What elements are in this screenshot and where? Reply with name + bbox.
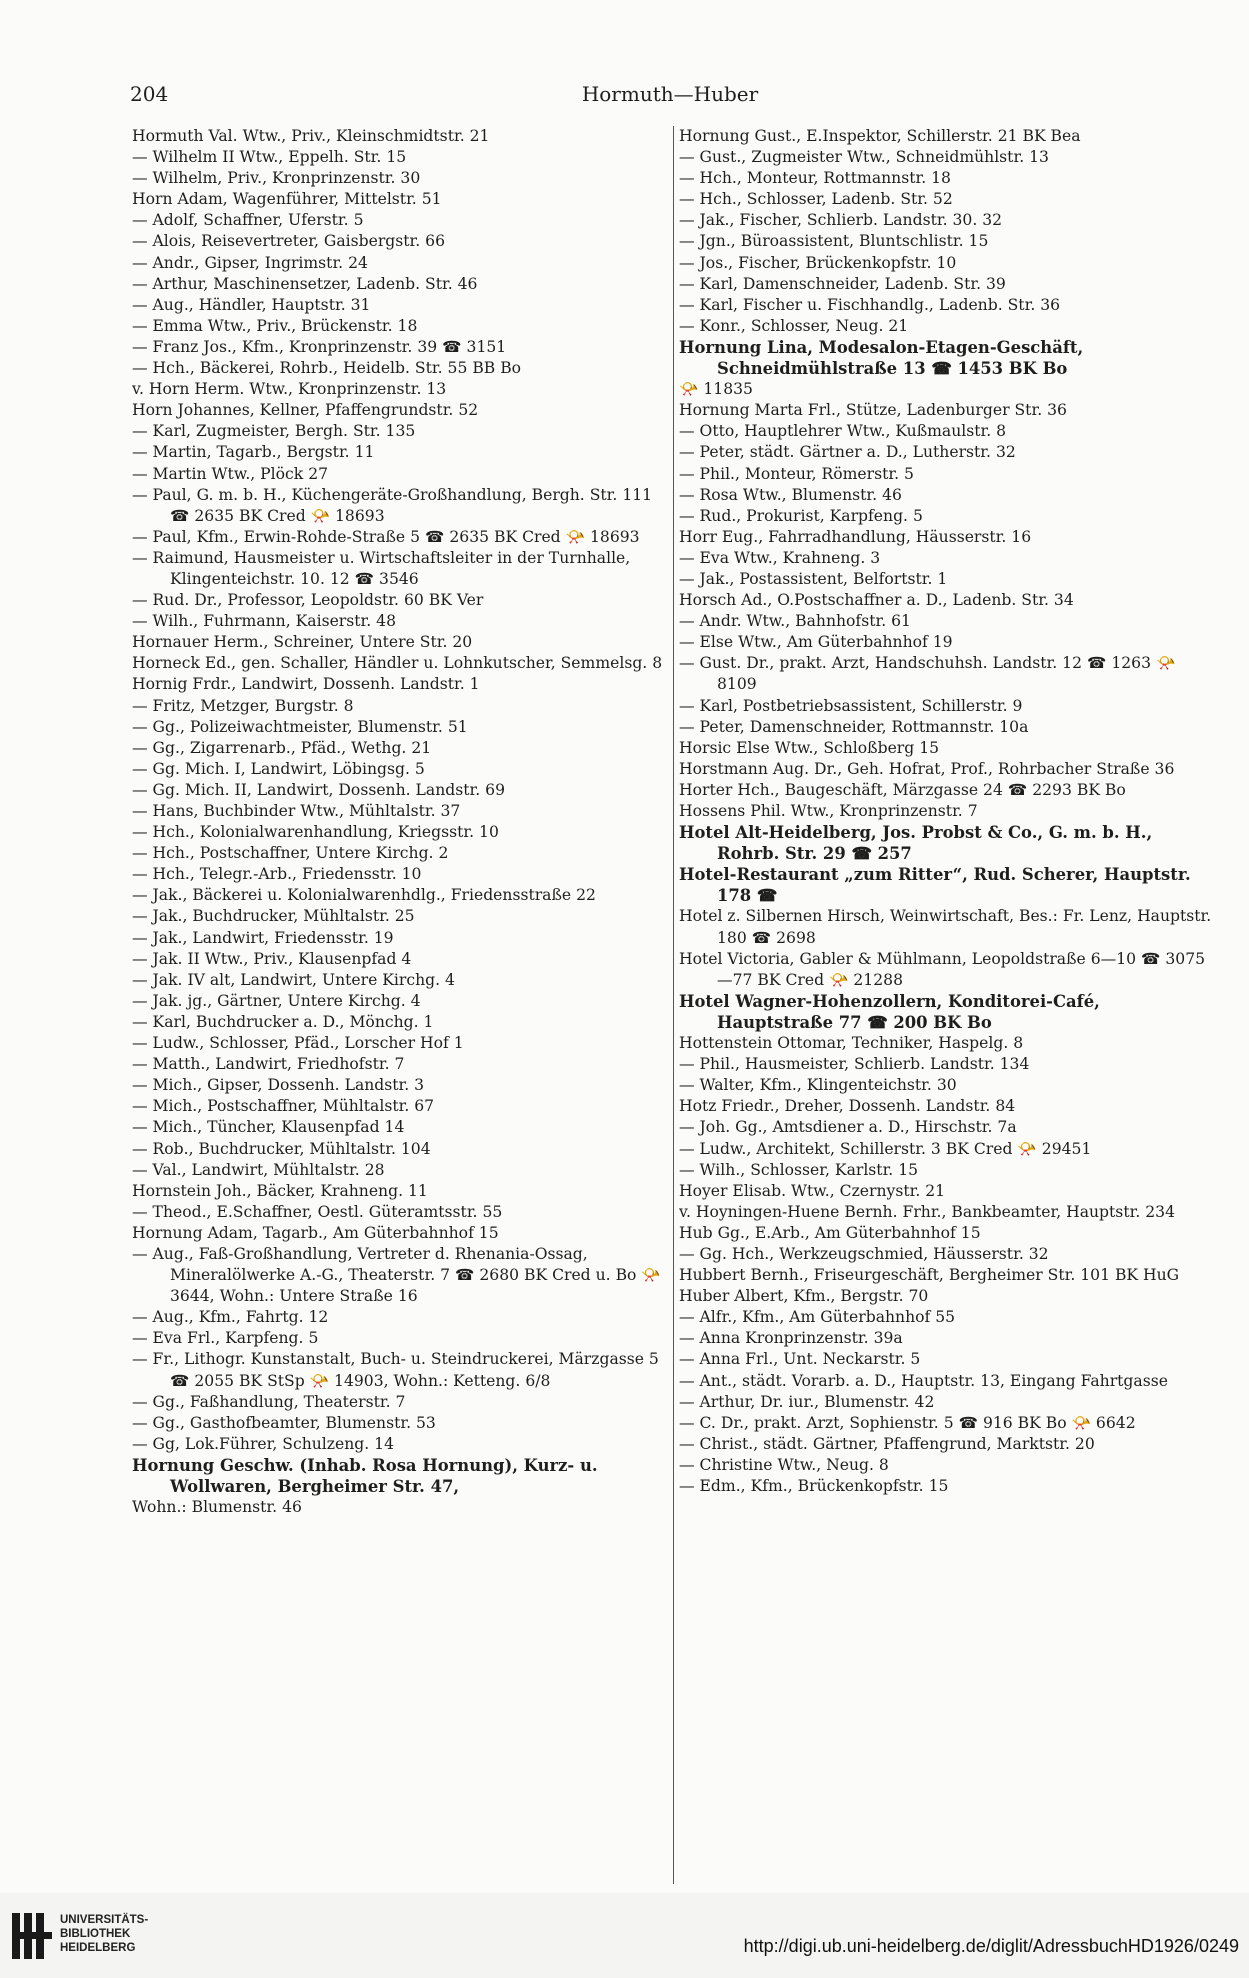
directory-entry: — Alois, Reisevertreter, Gaisbergstr. 66 bbox=[132, 232, 446, 251]
directory-entry: — Ludw., Schlosser, Pfäd., Lorscher Hof 1 bbox=[132, 1034, 464, 1053]
directory-entry: Hotel Victoria, Gabler & Mühlmann, Leopoldstraße 6—10 ☎ 3075—77 BK Cred 📯 21288 bbox=[679, 949, 1206, 989]
directory-entry: — Franz Jos., Kfm., Kronprinzenstr. 39 ☎ 3151 bbox=[132, 337, 507, 356]
directory-entry: — Mich., Postschaffner, Mühltalstr. 67 bbox=[132, 1097, 435, 1116]
logo-line-3: HEIDELBERG bbox=[60, 1942, 136, 1954]
directory-entry: — Adolf, Schaffner, Uferstr. 5 bbox=[132, 211, 364, 230]
directory-entry: Horter Hch., Baugeschäft, Märzgasse 24 ☎ 2293 BK Bo bbox=[679, 780, 1126, 799]
directory-entry: Hotel z. Silbernen Hirsch, Weinwirtschaft, Bes.: Fr. Lenz, Hauptstr. 180 ☎ 2698 bbox=[679, 907, 1212, 947]
directory-entry: Hornauer Herm., Schreiner, Untere Str. 20 bbox=[132, 633, 473, 652]
running-title: Hormuth—Huber bbox=[581, 82, 759, 106]
directory-entry: Hornig Frdr., Landwirt, Dossenh. Landstr. 1 bbox=[132, 675, 480, 694]
directory-entry: Hormuth Val. Wtw., Priv., Kleinschmidtstr. 21 bbox=[132, 127, 490, 145]
directory-entry: — Phil., Monteur, Römerstr. 5 bbox=[679, 464, 914, 483]
directory-entry: — Emma Wtw., Priv., Brückenstr. 18 bbox=[132, 316, 418, 335]
directory-entry: — Peter, städt. Gärtner a. D., Lutherstr. 32 bbox=[679, 443, 1016, 462]
directory-entry: v. Horn Herm. Wtw., Kronprinzenstr. 13 bbox=[132, 380, 447, 399]
directory-entry: — Jak., Postassistent, Belfortstr. 1 bbox=[679, 569, 948, 588]
directory-entry: — Theod., E.Schaffner, Oestl. Güteramtsstr. 55 bbox=[132, 1202, 503, 1221]
directory-entry: — Konr., Schlosser, Neug. 21 bbox=[679, 316, 909, 335]
directory-entry: — Wilh., Schlosser, Karlstr. 15 bbox=[679, 1160, 919, 1179]
directory-entry: — Hch., Schlosser, Ladenb. Str. 52 bbox=[679, 190, 953, 209]
directory-entry: — Alfr., Kfm., Am Güterbahnhof 55 bbox=[679, 1308, 956, 1327]
directory-entry: Hub Gg., E.Arb., Am Güterbahnhof 15 bbox=[679, 1223, 981, 1242]
right-column bbox=[679, 126, 1219, 1896]
directory-entry: — Hch., Telegr.-Arb., Friedensstr. 10 bbox=[132, 865, 422, 884]
logo-line-2: BIBLIOTHEK bbox=[60, 1928, 131, 1940]
directory-entry: — Jgn., Büroassistent, Bluntschlistr. 15 bbox=[679, 232, 989, 251]
directory-entry: — Mich., Gipser, Dossenh. Landstr. 3 bbox=[132, 1076, 425, 1095]
directory-entry: — Joh. Gg., Amtsdiener a. D., Hirschstr. 7a bbox=[679, 1118, 1017, 1137]
directory-entry: — Val., Landwirt, Mühltalstr. 28 bbox=[132, 1160, 385, 1179]
directory-entry: Hornung Adam, Tagarb., Am Güterbahnhof 15 bbox=[132, 1223, 499, 1242]
directory-entry: — Martin, Tagarb., Bergstr. 11 bbox=[132, 443, 375, 462]
directory-entry: — Hans, Buchbinder Wtw., Mühltalstr. 37 bbox=[132, 802, 461, 820]
directory-entry: — Jos., Fischer, Brückenkopfstr. 10 bbox=[679, 253, 957, 272]
directory-entry: Hotz Friedr., Dreher, Dossenh. Landstr. 84 bbox=[679, 1097, 1016, 1116]
directory-entry: Horr Eug., Fahrradhandlung, Häusserstr. 16 bbox=[679, 527, 1032, 546]
directory-entry: — Wilhelm, Priv., Kronprinzenstr. 30 bbox=[132, 169, 421, 188]
directory-entry: Hoyer Elisab. Wtw., Czernystr. 21 bbox=[679, 1181, 946, 1200]
directory-entry: Hubbert Bernh., Friseurgeschäft, Bergheimer Str. 101 BK HuG bbox=[679, 1266, 1180, 1285]
directory-entry: — Jak. IV alt, Landwirt, Untere Kirchg. 4 bbox=[132, 970, 455, 989]
directory-entry: — Jak., Landwirt, Friedensstr. 19 bbox=[132, 928, 394, 947]
source-url-link[interactable]: http://digi.ub.uni-heidelberg.de/diglit/AdressbuchHD1926/0249 bbox=[743, 1936, 1239, 1956]
directory-entry: — Jak. jg., Gärtner, Untere Kirchg. 4 bbox=[132, 991, 421, 1010]
directory-entry: — Arthur, Dr. iur., Blumenstr. 42 bbox=[679, 1392, 935, 1411]
directory-entry: — Anna Kronprinzenstr. 39a bbox=[679, 1329, 903, 1348]
directory-entry: — Hch., Bäckerei, Rohrb., Heidelb. Str. 55 BB Bo bbox=[132, 359, 522, 378]
directory-entry: — Gg., Faßhandlung, Theaterstr. 7 bbox=[132, 1392, 406, 1411]
directory-entry: Hotel Wagner-Hohenzollern, Konditorei-Café, Hauptstraße 77 ☎ 200 BK Bo bbox=[679, 991, 1100, 1032]
directory-entry: — Karl, Buchdrucker a. D., Mönchg. 1 bbox=[132, 1012, 434, 1031]
directory-entry: — Karl, Fischer u. Fischhandlg., Ladenb. Str. 36 bbox=[679, 295, 1061, 314]
directory-entry: — Edm., Kfm., Brückenkopfstr. 15 bbox=[679, 1477, 949, 1495]
directory-entry: — Andr., Gipser, Ingrimstr. 24 bbox=[132, 253, 368, 272]
directory-entry: Wohn.: Blumenstr. 46 bbox=[132, 1498, 302, 1517]
directory-entry: — Hch., Postschaffner, Untere Kirchg. 2 bbox=[132, 844, 449, 863]
directory-entry: Hottenstein Ottomar, Techniker, Haspelg. 8 bbox=[679, 1034, 1024, 1053]
directory-entry: — Jak. II Wtw., Priv., Klausenpfad 4 bbox=[132, 949, 412, 968]
directory-entry: — Aug., Kfm., Fahrtg. 12 bbox=[132, 1308, 329, 1327]
directory-entry: — Gg, Lok.Führer, Schulzeng. 14 bbox=[132, 1434, 395, 1453]
directory-entry: — Rosa Wtw., Blumenstr. 46 bbox=[679, 485, 902, 504]
directory-entry: Hossens Phil. Wtw., Kronprinzenstr. 7 bbox=[679, 802, 978, 820]
directory-entry: — Gg. Mich. II, Landwirt, Dossenh. Landstr. 69 bbox=[132, 780, 505, 799]
left-column bbox=[132, 126, 670, 1896]
directory-entry: — Gg. Hch., Werkzeugschmied, Häusserstr. 32 bbox=[679, 1244, 1049, 1263]
directory-entry: — Rud., Prokurist, Karpfeng. 5 bbox=[679, 506, 923, 525]
directory-entry: — Gg., Zigarrenarb., Pfäd., Wethg. 21 bbox=[132, 738, 432, 757]
page-header bbox=[130, 82, 1210, 112]
directory-entry: — Walter, Kfm., Klingenteichstr. 30 bbox=[679, 1076, 957, 1095]
directory-entry: — Gg., Gasthofbeamter, Blumenstr. 53 bbox=[132, 1413, 436, 1432]
logo-line-1: UNIVERSITÄTS- bbox=[60, 1914, 149, 1926]
directory-entry: Horneck Ed., gen. Schaller, Händler u. Lohnkutscher, Semmelsg. 8 bbox=[132, 654, 663, 673]
directory-entry: Hornstein Joh., Bäcker, Krahneng. 11 bbox=[132, 1181, 428, 1200]
directory-entry: Horstmann Aug. Dr., Geh. Hofrat, Prof., Rohrbacher Straße 36 bbox=[679, 759, 1175, 778]
directory-entry: — Jak., Buchdrucker, Mühltalstr. 25 bbox=[132, 907, 415, 926]
directory-entry: — Ludw., Architekt, Schillerstr. 3 BK Cred 📯 29451 bbox=[679, 1139, 1092, 1158]
directory-entry: — Mich., Tüncher, Klausenpfad 14 bbox=[132, 1118, 405, 1137]
page-number: 204 bbox=[130, 82, 169, 106]
directory-entry: Horn Adam, Wagenführer, Mittelstr. 51 bbox=[132, 190, 442, 209]
directory-entry: — Aug., Händler, Hauptstr. 31 bbox=[132, 295, 371, 314]
directory-entry: — Christine Wtw., Neug. 8 bbox=[679, 1455, 889, 1474]
library-name bbox=[60, 1913, 148, 1955]
directory-entry: — Eva Wtw., Krahneng. 3 bbox=[679, 548, 881, 567]
directory-entry: — Hch., Kolonialwarenhandlung, Kriegsstr. 10 bbox=[132, 823, 499, 842]
directory-entry: — Hch., Monteur, Rottmannstr. 18 bbox=[679, 169, 951, 188]
directory-entry: Hornung Lina, Modesalon-Etagen-Geschäft, Schneidmühlstraße 13 ☎ 1453 BK Bo bbox=[679, 337, 1084, 379]
directory-entry: Hornung Marta Frl., Stütze, Ladenburger Str. 36 bbox=[679, 401, 1067, 420]
directory-entry: — Aug., Faß-Großhandlung, Vertreter d. Rhenania-Ossag, Mineralölwerke A.-G., Theaterstr. 7 ☎ 2680 BK Cred u. Bo 📯 3644, Wohn.: Untere Straße 16 bbox=[132, 1244, 661, 1306]
directory-entry: — Karl, Postbetriebsassistent, Schillerstr. 9 bbox=[679, 696, 1023, 715]
directory-entry: Horn Johannes, Kellner, Pfaffengrundstr. 52 bbox=[132, 401, 479, 420]
directory-entry: — Fr., Lithogr. Kunstanstalt, Buch- u. Steindruckerei, Märzgasse 5 ☎ 2055 BK StSp 📯 14903, Wohn.: Ketteng. 6/8 bbox=[132, 1350, 659, 1390]
footer-bar bbox=[0, 1893, 1249, 1978]
directory-entry: Horsch Ad., O.Postschaffner a. D., Ladenb. Str. 34 bbox=[679, 591, 1074, 610]
directory-entry: — Matth., Landwirt, Friedhofstr. 7 bbox=[132, 1055, 405, 1074]
directory-entry: — Gust., Zugmeister Wtw., Schneidmühlstr. 13 bbox=[679, 148, 1049, 167]
directory-entry: — Martin Wtw., Plöck 27 bbox=[132, 464, 329, 483]
directory-entry: — Gust. Dr., prakt. Arzt, Handschuhsh. Landstr. 12 ☎ 1263 📯 8109 bbox=[679, 654, 1176, 694]
column-divider bbox=[673, 126, 674, 1884]
directory-entry: — Fritz, Metzger, Burgstr. 8 bbox=[132, 696, 354, 715]
directory-entry: — Karl, Zugmeister, Bergh. Str. 135 bbox=[132, 422, 416, 441]
directory-entry: — Wilh., Fuhrmann, Kaiserstr. 48 bbox=[132, 612, 397, 631]
directory-entry: v. Hoyningen-Huene Bernh. Frhr., Bankbeamter, Hauptstr. 234 bbox=[679, 1202, 1175, 1221]
directory-entry: Huber Albert, Kfm., Bergstr. 70 bbox=[679, 1287, 929, 1306]
directory-entry: — Rud. Dr., Professor, Leopoldstr. 60 BK Ver bbox=[132, 591, 484, 610]
directory-entry: — Jak., Bäckerei u. Kolonialwarenhdlg., Friedensstraße 22 bbox=[132, 886, 596, 905]
directory-entry: — C. Dr., prakt. Arzt, Sophienstr. 5 ☎ 916 BK Bo 📯 6642 bbox=[679, 1413, 1136, 1432]
directory-entry: — Paul, G. m. b. H., Küchengeräte-Großhandlung, Bergh. Str. 111 ☎ 2635 BK Cred 📯 18693 bbox=[132, 485, 653, 525]
directory-entry: Hotel Alt-Heidelberg, Jos. Probst & Co., G. m. b. H., Rohrb. Str. 29 ☎ 257 bbox=[679, 823, 1153, 864]
directory-entry: — Karl, Damenschneider, Ladenb. Str. 39 bbox=[679, 274, 1006, 293]
directory-entry: — Otto, Hauptlehrer Wtw., Kußmaulstr. 8 bbox=[679, 422, 1007, 441]
directory-entry: Hornung Gust., E.Inspektor, Schillerstr. 21 BK Bea bbox=[679, 127, 1081, 145]
directory-entry: — Wilhelm II Wtw., Eppelh. Str. 15 bbox=[132, 148, 407, 167]
directory-entry: — Anna Frl., Unt. Neckarstr. 5 bbox=[679, 1350, 921, 1369]
directory-entry: — Peter, Damenschneider, Rottmannstr. 10a bbox=[679, 717, 1029, 736]
directory-entry: — Else Wtw., Am Güterbahnhof 19 bbox=[679, 633, 953, 652]
directory-entry: — Eva Frl., Karpfeng. 5 bbox=[132, 1329, 319, 1348]
library-emblem-icon bbox=[12, 1913, 52, 1959]
library-logo[interactable] bbox=[8, 1907, 188, 1967]
directory-entry: — Ant., städt. Vorarb. a. D., Hauptstr. 13, Eingang Fahrtgasse bbox=[679, 1371, 1168, 1390]
directory-entry: — Rob., Buchdrucker, Mühltalstr. 104 bbox=[132, 1139, 431, 1158]
directory-entry: Horsic Else Wtw., Schloßberg 15 bbox=[679, 738, 940, 757]
directory-entry: — Arthur, Maschinensetzer, Ladenb. Str. 46 bbox=[132, 274, 478, 293]
directory-entry: — Gg. Mich. I, Landwirt, Löbingsg. 5 bbox=[132, 759, 425, 778]
directory-entry: — Andr. Wtw., Bahnhofstr. 61 bbox=[679, 612, 911, 631]
directory-entry: 📯 11835 bbox=[679, 380, 753, 399]
directory-entry: — Paul, Kfm., Erwin-Rohde-Straße 5 ☎ 2635 BK Cred 📯 18693 bbox=[132, 527, 640, 546]
directory-entry: Hornung Geschw. (Inhab. Rosa Hornung), Kurz- u. Wollwaren, Bergheimer Str. 47, bbox=[132, 1455, 598, 1496]
directory-entry: — Phil., Hausmeister, Schlierb. Landstr. 134 bbox=[679, 1055, 1030, 1074]
directory-entry: — Jak., Fischer, Schlierb. Landstr. 30. 32 bbox=[679, 211, 1003, 230]
directory-entry: — Raimund, Hausmeister u. Wirtschaftsleiter in der Turnhalle, Klingenteichstr. 10. 12 ☎ 3546 bbox=[132, 548, 631, 588]
directory-entry: — Gg., Polizeiwachtmeister, Blumenstr. 51 bbox=[132, 717, 468, 736]
directory-entry: Hotel-Restaurant „zum Ritter“, Rud. Scherer, Hauptstr. 178 ☎ bbox=[679, 865, 1191, 906]
directory-entry: — Christ., städt. Gärtner, Pfaffengrund, Marktstr. 20 bbox=[679, 1434, 1095, 1453]
